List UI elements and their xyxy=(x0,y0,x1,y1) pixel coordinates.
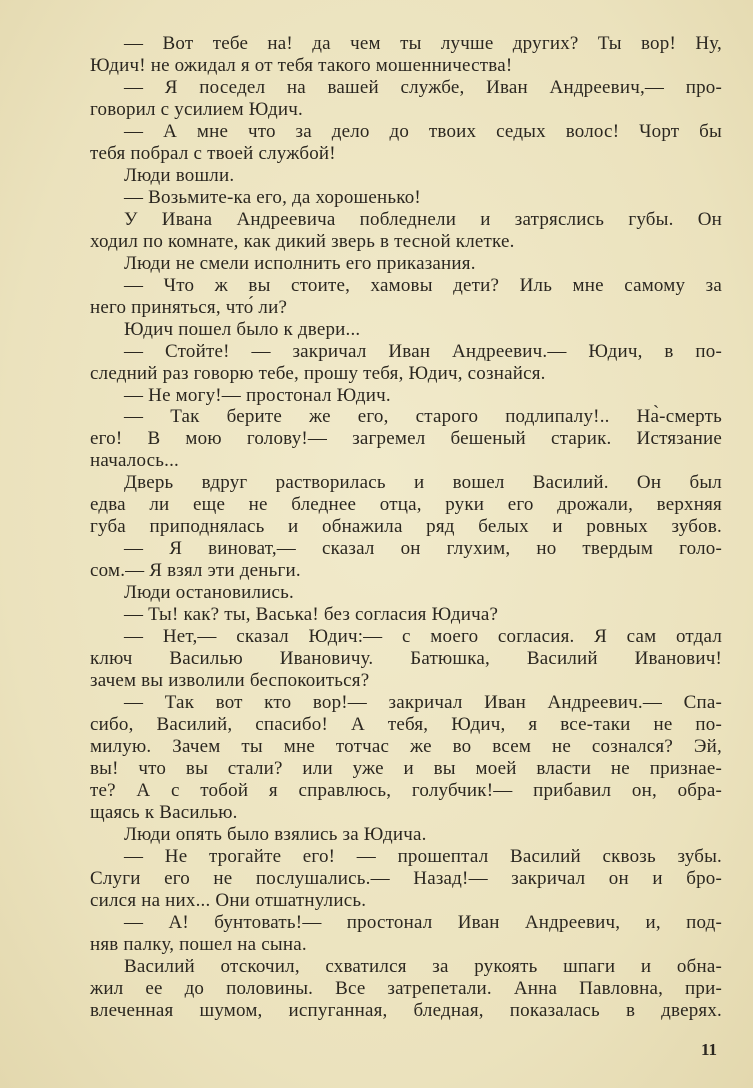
text-line: говорил с усилием Юдич. xyxy=(90,98,303,120)
text-line: — Не трогайте его! — прошептал Василий сквозь зубы. xyxy=(124,845,722,867)
text-line: — А! бунтовать!— простонал Иван Андреевич, и, под- xyxy=(124,911,722,933)
text-line: — Что ж вы стоите, хамовы дети? Иль мне самому за xyxy=(124,274,722,296)
text-line: Слуги его не послушались.— Назад!— закричал он и бро- xyxy=(90,867,722,889)
text-line: — Нет,— сказал Юдич:— с моего согласия. Я сам отдал xyxy=(124,626,722,648)
text-line: ходил по комнате, как дикий зверь в тесной клетке. xyxy=(90,230,515,252)
text-line: — Возьмите-ка его, да хорошенько! xyxy=(124,186,421,208)
text-line: него приняться, что́ ли? xyxy=(90,296,288,318)
text-line: — Ты! как? ты, Васька! без согласия Юдича? xyxy=(124,604,499,626)
text-line: — Не могу!— простонал Юдич. xyxy=(124,384,391,406)
text-line: жил ее до половины. Все затрепетали. Анна Павловна, при- xyxy=(90,977,722,999)
text-line: — Вот тебе на! да чем ты лучше других? Ты вор! Ну, xyxy=(124,33,722,54)
text-line: влеченная шумом, испуганная, бледная, показалась в дверях. xyxy=(90,999,722,1021)
text-line: губа приподнялась и обнажила ряд белых и ровных зубов. xyxy=(90,516,722,538)
text-line: Люди не смели исполнить его приказания. xyxy=(124,252,476,274)
text-line: те? А с тобой я справлюсь, голубчик!— прибавил он, обра- xyxy=(90,779,722,801)
text-line: — Я поседел на вашей службе, Иван Андреевич,— про- xyxy=(124,76,722,98)
page-number: 11 xyxy=(700,1040,717,1059)
text-line: его! В мою голову!— загремел бешеный старик. Истязание xyxy=(90,428,722,450)
text-line: милую. Зачем ты мне тотчас же во всем не сознался? Эй, xyxy=(90,736,722,757)
text-line: няв палку, пошел на сына. xyxy=(90,933,307,955)
text-line: сибо, Василий, спасибо! А тебя, Юдич, я все-таки не по- xyxy=(90,714,722,736)
text-line: Люди вошли. xyxy=(124,164,235,186)
text-line: Юдич пошел было к двери... xyxy=(124,318,361,340)
text-line: — Так берите же его, старого подлипалу!.. На̀-смерть xyxy=(124,406,722,428)
text-line: сом.— Я взял эти деньги. xyxy=(90,560,301,582)
text-line: щаясь к Василью. xyxy=(90,801,238,823)
text-line: Юдич! не ожидал я от тебя такого мошенничества! xyxy=(90,54,513,76)
text-line: — А мне что за дело до твоих седых волос! Чорт бы xyxy=(124,120,722,142)
text-line: сился на них... Они отшатнулись. xyxy=(90,889,367,911)
text-line: — Так вот кто вор!— закричал Иван Андреевич.— Спа- xyxy=(124,692,722,714)
text-line: — Стойте! — закричал Иван Андреевич.— Юдич, в по- xyxy=(124,340,722,362)
text-line: вы! что вы стали? или уже и вы моей власти не признае- xyxy=(90,757,722,779)
text-line: Дверь вдруг растворилась и вошел Василий. Он был xyxy=(124,472,722,494)
page-body-text xyxy=(90,33,722,1022)
text-line: следний раз говорю тебе, прошу тебя, Юдич, сознайся. xyxy=(90,362,546,384)
text-line: тебя побрал с твоей службой! xyxy=(90,142,336,164)
text-line: Люди опять было взялись за Юдича. xyxy=(124,823,427,845)
text-line: У Ивана Андреевича побледнели и затряслись губы. Он xyxy=(124,208,722,230)
text-line: Василий отскочил, схватился за рукоять шпаги и обна- xyxy=(124,955,722,977)
text-line: Люди остановились. xyxy=(124,582,294,604)
text-line: ключ Василью Ивановичу. Батюшка, Василий Иванович! xyxy=(90,648,722,670)
text-line: зачем вы изволили беспокоиться? xyxy=(90,670,370,692)
text-line: едва ли еще не бледнее отца, руки его дрожали, верхняя xyxy=(90,494,722,516)
text-line: началось... xyxy=(90,450,179,472)
text-line: — Я виноват,— сказал он глухим, но твердым голо- xyxy=(124,538,722,560)
